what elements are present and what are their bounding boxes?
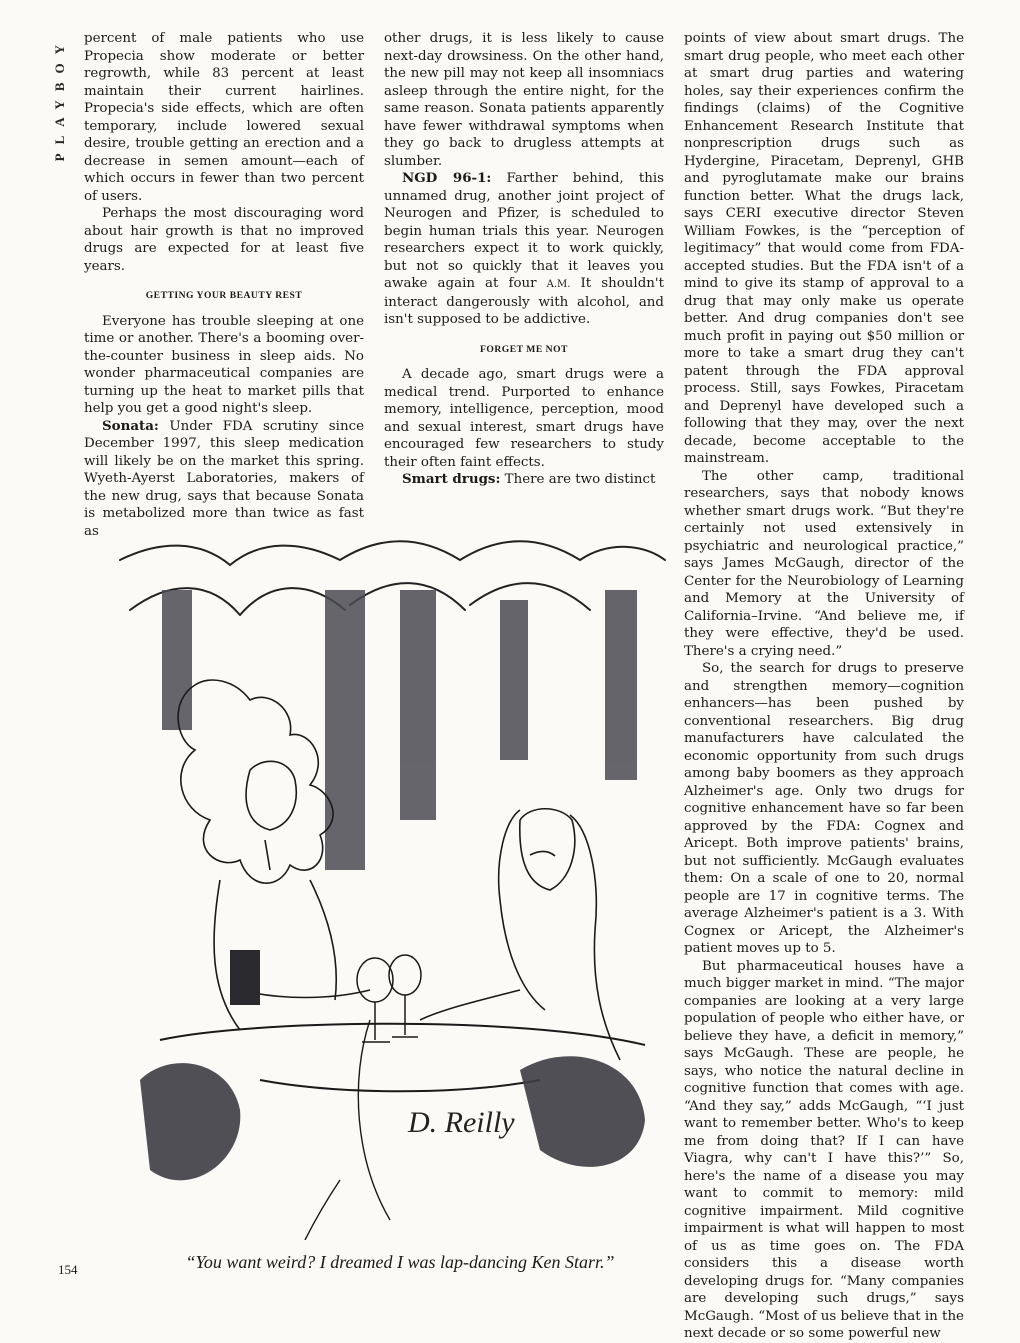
paragraph: Everyone has trouble sleeping at one time or another. There's a booming over-the-counter business in sleep aids. No wonder pharmaceutical companies are turning up the heat to market pills that help you get a good night's sleep.	[84, 313, 364, 416]
paragraph	[384, 170, 664, 329]
cartoon-caption: “You want weird? I dreamed I was lap-dancing Ken Starr.”	[185, 1252, 615, 1272]
section-subhead: GETTING YOUR BEAUTY REST	[145, 290, 303, 301]
paragraph: percent of male patients who use Propecia show moderate or better regrowth, while 83 percent at least maintain their current hairlines. Propecia's side effects, which are often temporary, include lowered sexual desire, trouble getting an erection and a decrease in semen amount—each of which occurs in fewer than two percent of users.	[84, 31, 364, 204]
lead-term: Smart drugs:	[402, 471, 501, 487]
cartoon-illustration	[100, 520, 670, 1240]
artist-signature: D. Reilly	[408, 1106, 515, 1139]
paragraph: But pharmaceutical houses have a much bigger market in mind. “The major companies are looking at a very large population of people who either have, or believe they have, a deficit in memory,” says McGaugh. These are people, he says, who notice the natural decline in cognitive function that comes with age. “And they say,” adds McGaugh, “‘I just want to remember better. Who's to keep me from doing that? If I can have Viagra, why can't I have this?’” So, here's the name of a disease you may want to commit to memory: mild cognitive impairment. Mild cognitive impairment is what will happen to most of us as time goes on. The FDA considers this a disease worth developing drugs for. “Many companies are developing such drugs,” says McGaugh. “Most of us believe that in the next decade or so some powerful new	[684, 958, 964, 1341]
page-number: 154	[58, 1262, 78, 1277]
paragraph	[384, 471, 664, 489]
paragraph-text: It shouldn't interact dangerously with alcohol, and isn't supposed to be addictive.	[384, 276, 664, 327]
booth-arches	[120, 541, 665, 615]
magazine-brand: PLAYBOY	[52, 36, 67, 162]
seat-shadows	[140, 1056, 645, 1180]
paragraph: A decade ago, smart drugs were a medical trend. Purported to enhance memory, intelligence, perception, mood and sexual interest, smart drugs have encouraged few researchers to study their often faint effects.	[384, 367, 664, 470]
lead-term: Sonata:	[102, 417, 159, 434]
paragraph: The other camp, traditional researchers, says that nobody knows whether smart drugs work. “But they're certainly not used extensively in psychiatric and neurological practice,” says James McGaugh, director of the Center for the Neurobiology of Learning and Memory at the University of California–Irvine. “And believe me, if they were effective, they'd be used. There's a crying need.”	[684, 468, 964, 659]
article-column-1	[84, 30, 364, 540]
paragraph: So, the search for drugs to preserve and strengthen memory—cognition enhancers—has been pushed by conventional researchers. Big drug manufacturers have calculated the economic opportunity from such drugs among baby boomers as they approach Alzheimer's age. Only two drugs for cognitive enhancement have so far been approved by the FDA: Cognex and Aricept. Both improve patients' brains, but not sufficiently. McGaugh evaluates them: On a scale of one to 20, normal people are 17 in cognitive terms. The average Alzheimer's patient is a 3. With Cognex or Aricept, the Alzheimer's patient moves up to 5.	[684, 661, 964, 956]
woman-right	[420, 809, 620, 1060]
table-pedestal	[305, 1020, 390, 1240]
paragraph: points of view about smart drugs. The smart drug people, who meet each other at smart drug parties and watering holes, say their experiences confirm the findings (claims) of the Cognitive Enhancement Research Institute that nonprescription drugs such as Hydergine, Piracetam, Deprenyl, GHB and pyroglutamate make our brains function better. What the drugs lack, says CERI executive director Steven William Fowkes, is the “perception of legitimacy” that would come from FDA-accepted studies. But the FDA isn't of a mind to give its stamp of approval to a drug that may only make us operate better. And drug companies don't see much profit in paying out $50 million or more to take a smart drug they can't patent through the FDA approval process. Still, says Fowkes, Piracetam and Deprenyl have developed such a following that they may, over the next decade, become acceptable to the mainstream.	[684, 31, 964, 466]
paragraph-text: Under FDA scrutiny since December 1997, this sleep medication will likely be on the market this spring. Wyeth-Ayerst Laboratories, makers of the new drug, says that because Sonata is metabolized more than twice as fast as	[84, 418, 364, 539]
booth-posts	[162, 590, 637, 870]
handbag	[230, 950, 260, 1005]
lead-term: NGD 96-1:	[402, 170, 492, 186]
time-abbrev: A.M.	[546, 279, 571, 290]
paragraph: other drugs, it is less likely to cause next-day drowsiness. On the other hand, the new pill may not keep all insomniacs asleep through the entire night, for the same reason. Sonata patients apparently have fewer withdrawal symptoms when they go back to drugless attempts at slumber.	[384, 31, 664, 169]
article-column-3	[684, 30, 964, 1343]
section-subhead: FORGET ME NOT	[480, 343, 568, 355]
article-column-2	[384, 30, 664, 489]
paragraph: Perhaps the most discouraging word about hair growth is that no improved drugs are expected for at least five years.	[84, 206, 364, 274]
paragraph-text: Farther behind, this unnamed drug, another joint project of Neurogen and Pfizer, is scheduled to begin human trials this year. Neurogen researchers expect it to work quickly, but not so quickly that it leaves you awake again at four	[384, 171, 664, 291]
paragraph-text: There are two distinct	[500, 472, 656, 487]
